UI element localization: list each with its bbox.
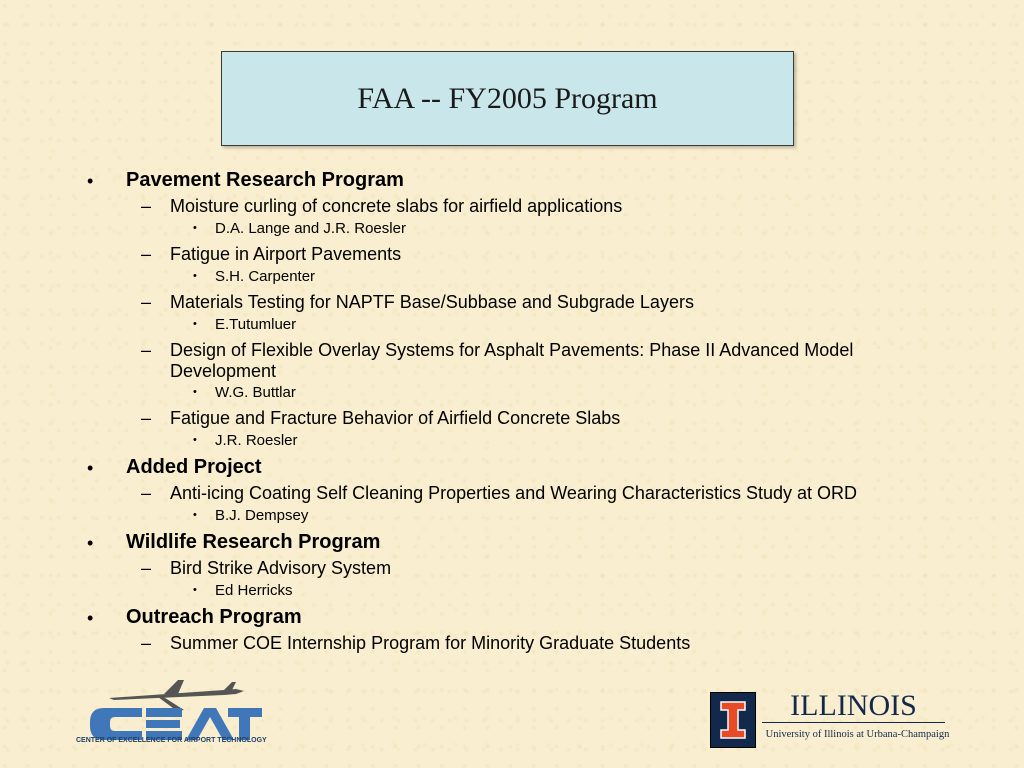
outline-person xyxy=(0,507,1024,524)
dash-icon: – xyxy=(141,483,152,504)
outline-subitem xyxy=(0,408,1024,429)
dash-icon: – xyxy=(141,196,152,216)
outline-subitem-text: Design of Flexible Overlay Systems for Asphalt Pavements: Phase II Advanced Model Development xyxy=(170,339,854,381)
outline-subitem-text: Fatigue in Airport Pavements xyxy=(170,243,402,264)
outline-subitem xyxy=(0,196,1024,217)
outline-heading xyxy=(0,169,1024,192)
outline-person xyxy=(0,432,1024,449)
ceat-caption: CENTER OF EXCELLENCE FOR AIRPORT TECHNOLOGY xyxy=(76,737,267,744)
outline-subitem xyxy=(0,340,1024,381)
outline-heading-text: Added Project xyxy=(126,456,262,479)
outline-subitem-text: Summer COE Internship Program for Minority Graduate Students xyxy=(170,633,691,654)
slide-title: FAA -- FY2005 Program xyxy=(357,81,658,115)
bullet-icon: • xyxy=(87,533,94,554)
bullet-icon: • xyxy=(193,317,197,330)
outline-heading-text: Wildlife Research Program xyxy=(126,531,381,554)
dash-icon: – xyxy=(141,633,152,654)
bullet-icon: • xyxy=(87,171,94,191)
bullet-icon: • xyxy=(193,221,197,234)
ceat-logo xyxy=(74,676,270,750)
dash-icon: – xyxy=(141,558,152,579)
bullet-icon: • xyxy=(87,608,94,629)
outline-person xyxy=(0,268,1024,285)
outline-person-text: D.A. Lange and J.R. Roesler xyxy=(215,219,406,237)
outline-person xyxy=(0,384,1024,401)
bullet-icon: • xyxy=(193,434,197,447)
slide-title-box xyxy=(221,51,794,146)
outline-subitem xyxy=(0,483,1024,504)
outline-subitem xyxy=(0,558,1024,579)
outline-person xyxy=(0,220,1024,237)
outline-heading xyxy=(0,456,1024,479)
outline-person-text: S.H. Carpenter xyxy=(215,267,316,285)
outline-subitem xyxy=(0,292,1024,313)
ceat-letters-icon xyxy=(90,708,262,740)
outline-subitem-text: Fatigue and Fracture Behavior of Airfield Concrete Slabs xyxy=(170,408,621,429)
block-i-icon xyxy=(718,700,748,740)
outline-heading xyxy=(0,531,1024,554)
bullet-icon: • xyxy=(193,386,197,399)
slide-outline xyxy=(0,166,1024,657)
outline-person xyxy=(0,316,1024,333)
dash-icon: – xyxy=(141,243,152,264)
outline-subitem-text: Moisture curling of concrete slabs for airfield applications xyxy=(170,196,623,216)
bullet-icon: • xyxy=(87,458,94,479)
outline-heading-text: Pavement Research Program xyxy=(126,169,404,191)
illinois-wordmark: ILLINOIS xyxy=(762,690,945,723)
outline-subitem xyxy=(0,244,1024,265)
outline-subitem xyxy=(0,633,1024,654)
outline-subitem-text: Bird Strike Advisory System xyxy=(170,558,392,579)
outline-person-text: Ed Herricks xyxy=(215,582,293,599)
bullet-icon: • xyxy=(193,584,197,596)
outline-heading-text: Outreach Program xyxy=(126,606,302,629)
outline-person-text: B.J. Dempsey xyxy=(215,507,309,525)
bullet-icon: • xyxy=(193,269,197,282)
outline-subitem-text: Anti-icing Coating Self Cleaning Properties and Wearing Characteristics Study at ORD xyxy=(170,483,857,504)
outline-heading xyxy=(0,606,1024,629)
outline-person-text: J.R. Roesler xyxy=(215,432,298,450)
dash-icon: – xyxy=(141,408,152,429)
outline-person-text: W.G. Buttlar xyxy=(215,384,296,402)
bullet-icon: • xyxy=(193,509,197,522)
outline-subitem-text: Materials Testing for NAPTF Base/Subbase and Subgrade Layers xyxy=(170,291,694,312)
illinois-block-i-icon xyxy=(710,692,756,748)
dash-icon: – xyxy=(141,339,152,360)
dash-icon: – xyxy=(141,291,152,312)
outline-person-text: E.Tutumluer xyxy=(215,315,297,333)
outline-person xyxy=(0,582,1024,599)
illinois-subtitle: University of Illinois at Urbana-Champaign xyxy=(765,729,950,740)
illinois-logo xyxy=(710,689,955,748)
airplane-icon xyxy=(109,680,244,711)
